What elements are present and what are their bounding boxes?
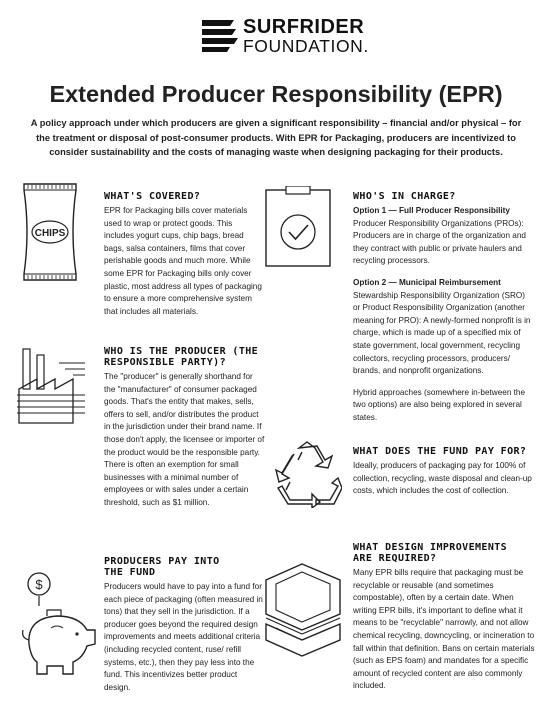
option-2-title: Option 2 — Municipal Reimbursement xyxy=(353,277,501,287)
piggy-bank-icon xyxy=(17,570,101,695)
section-body: The "producer" is generally shorthand for the "manufacturer" of consumer packaged goods. That's the entity that makes, sells, offers to sell, and/or distributes the product in the jurisdiction under their brand name. If those don't apply, the licensee or importer of the product would be the responsible party. There is often an exemption for small businesses with a minimal number of employees or with sales under a certain threshold, such as $1 million. xyxy=(104,372,265,507)
section-body: Many EPR bills require that packaging must be recyclable or reusable (and sometimes compostable), often by a certain date. When writing EPR bills, it's important to define what it means to be "recyclable" narrowly, and not allow chemical recycling, downcycling, or incineration to fall within that definition. Bans on certain materials (such as EPS foam) and mandates for a specific amount of recycled content are also commonly included. xyxy=(353,568,535,691)
intro-paragraph: A policy approach under which producers are given a significant responsibility – financial and/or physical – for the treatment or disposal of post-consumer products. With EPR for Packaging, producers are incentivized to consider sustainability and the costs of managing waste when designing packaging for their products. xyxy=(30,118,522,157)
section-fund-pays-for xyxy=(353,446,533,498)
section-whos-in-charge xyxy=(353,191,533,425)
hybrid-note: Hybrid approaches (somewhere in-between the two options) are also being explored in several states. xyxy=(353,387,526,422)
section-design-improvements xyxy=(353,542,535,693)
wave-logo-icon xyxy=(200,14,240,54)
chips-bag-icon xyxy=(18,180,82,289)
packaging-tray-icon xyxy=(262,560,344,675)
section-body: Ideally, producers of packaging pay for 100% of collection, recycling, waste disposal and clean-up costs, which includes the cost of collection. xyxy=(353,461,532,496)
section-body: EPR for Packaging bills cover materials used to wrap or protect goods. This includes yogurt cups, chip bags, bread bags, salsa containers, films that cover perishable goods and much more. While some EPR for Packaging bills only cover plastic, most address all types of packaging to ensure a more comprehensive system that includes all materials. xyxy=(104,206,262,316)
section-heading: WHAT DOES THE FUND PAY FOR? xyxy=(353,446,527,457)
section-whats-covered xyxy=(104,191,264,318)
section-body: Producers would have to pay into a fund for each piece of packaging (often measured in tons) that they sell in the jurisdiction. If a producer goes beyond the required design improvements and meets additional criteria (including recycled content, ruse/ refill systems, etc.), then they pay less into the fund. This incentivizes better product design. xyxy=(104,582,263,692)
logo-line-2: FOUNDATION. xyxy=(243,36,369,56)
section-who-is-producer xyxy=(104,346,266,510)
factory-icon xyxy=(15,343,87,430)
option-2-body: Stewardship Responsibility Organization (SRO) or Product Responsibility Organization (another meaning for PRO): A newly-formed nonprofit is in charge, which is made up of a specified mix of state government, local government, recycling collectors, recycling processors, producers/ brands, and nonprofit organizations. xyxy=(353,290,531,376)
recycle-icon xyxy=(272,438,342,513)
section-heading: WHO IS THE PRODUCER (THE RESPONSIBLE PARTY)? xyxy=(104,346,259,368)
surfrider-logo xyxy=(200,14,369,58)
section-producers-pay-into-fund xyxy=(104,556,264,694)
option-1-body: Producer Responsibility Organizations (PROs): Producers are in charge of the organization and they contract with public or private haulers and recycling processors. xyxy=(353,218,526,266)
section-heading: WHAT DESIGN IMPROVEMENTS ARE REQUIRED? xyxy=(353,542,508,564)
section-heading: WHAT'S COVERED? xyxy=(104,191,201,202)
chips-label: CHIPS xyxy=(34,228,66,239)
logo-line-1: SURFRIDER xyxy=(243,16,365,38)
clipboard-check-icon xyxy=(258,186,338,275)
section-heading: PRODUCERS PAY INTO THE FUND xyxy=(104,556,220,578)
section-heading: WHO'S IN CHARGE? xyxy=(353,191,456,202)
page-title: Extended Producer Responsibility (EPR) xyxy=(49,81,503,107)
option-1-title: Option 1 — Full Producer Responsibility xyxy=(353,206,510,215)
coin-symbol: $ xyxy=(35,577,43,592)
